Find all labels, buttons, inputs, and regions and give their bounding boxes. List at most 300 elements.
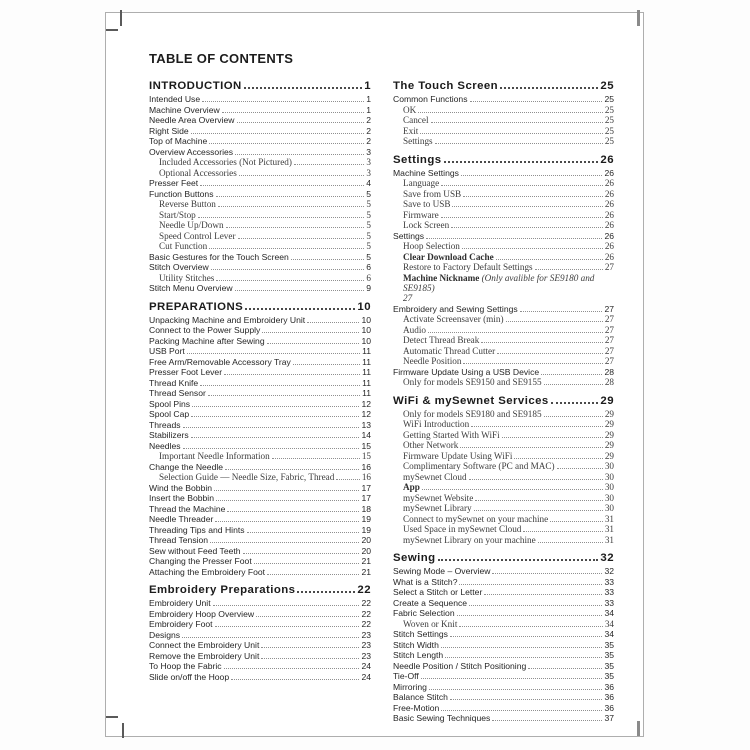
toc-entry-page: 25 bbox=[604, 136, 614, 146]
toc-entry[interactable] bbox=[393, 682, 614, 693]
toc-entry-page: 29 bbox=[604, 429, 614, 440]
dot-leader bbox=[441, 647, 603, 648]
dot-leader bbox=[215, 521, 359, 522]
toc-entry[interactable] bbox=[149, 504, 371, 515]
toc-entry-label: Spool Cap bbox=[149, 409, 190, 419]
dot-leader bbox=[272, 458, 360, 459]
toc-entry-label: Select a Stitch or Letter bbox=[393, 587, 483, 598]
toc-entry[interactable] bbox=[393, 598, 614, 609]
toc-entry[interactable] bbox=[149, 514, 371, 525]
toc-entry-label: Stitch Length bbox=[393, 650, 444, 661]
toc-entry-label-bold: Machine Nickname bbox=[403, 272, 482, 283]
toc-entry[interactable] bbox=[149, 336, 371, 347]
dot-leader bbox=[214, 490, 359, 491]
toc-entry-label: Automatic Thread Cutter bbox=[403, 345, 496, 356]
toc-entry-page: 16 bbox=[361, 472, 371, 482]
toc-entry-page: 14 bbox=[361, 430, 371, 440]
dot-leader bbox=[445, 657, 602, 658]
toc-entry-label: Free-Motion bbox=[393, 702, 440, 713]
toc-entry[interactable] bbox=[393, 619, 614, 630]
toc-section bbox=[393, 552, 614, 724]
toc-section bbox=[149, 301, 371, 578]
toc-entry-label: Slide on/off the Hoop bbox=[149, 671, 230, 682]
toc-entry[interactable] bbox=[149, 472, 371, 483]
toc-entry-label: Reverse Button bbox=[159, 199, 216, 209]
toc-column-left bbox=[149, 80, 371, 724]
toc-entry[interactable] bbox=[149, 462, 371, 473]
toc-entry[interactable] bbox=[149, 168, 371, 179]
toc-entry-label: Hoop Selection bbox=[403, 241, 460, 251]
toc-entry[interactable] bbox=[393, 472, 614, 483]
toc-entry[interactable] bbox=[149, 525, 371, 536]
crop-mark-bottom-left-horizontal bbox=[106, 716, 118, 718]
toc-entry-page: 12 bbox=[361, 409, 371, 419]
toc-section-page: 26 bbox=[600, 153, 614, 166]
toc-section-header[interactable] bbox=[393, 395, 614, 408]
toc-entry-page: 33 bbox=[604, 597, 614, 608]
toc-entry[interactable] bbox=[393, 440, 614, 451]
toc-entry-label: Threads bbox=[149, 419, 181, 430]
toc-entry[interactable] bbox=[149, 651, 371, 662]
dot-leader bbox=[462, 248, 603, 249]
toc-entry[interactable] bbox=[393, 199, 614, 210]
dot-leader bbox=[294, 164, 364, 165]
toc-entry-label: Complimentary Software (PC and MAC) bbox=[403, 461, 555, 472]
dot-leader bbox=[450, 636, 603, 637]
toc-section-header[interactable] bbox=[393, 154, 614, 167]
dot-leader bbox=[210, 542, 359, 543]
toc-entry[interactable] bbox=[393, 629, 614, 640]
dot-leader bbox=[216, 280, 364, 281]
dot-leader bbox=[544, 416, 603, 417]
dot-leader bbox=[520, 311, 603, 312]
toc-entry[interactable] bbox=[393, 524, 614, 535]
toc-entry-page: 24 bbox=[361, 671, 371, 682]
toc-entry[interactable] bbox=[149, 231, 371, 242]
toc-entry-page: 31 bbox=[604, 513, 614, 524]
toc-entry-page: 20 bbox=[361, 535, 371, 545]
toc-entry-label: Embroidery Hoop Overview bbox=[149, 608, 255, 619]
toc-entry-page: 28 bbox=[604, 377, 614, 388]
toc-entry-page: 15 bbox=[361, 440, 371, 451]
toc-entry[interactable] bbox=[149, 262, 371, 273]
toc-entry-page: 22 bbox=[361, 598, 371, 608]
dot-leader bbox=[420, 133, 603, 134]
dot-leader bbox=[506, 321, 603, 322]
toc-entry-page: 18 bbox=[361, 503, 371, 514]
toc-entry-wrapped[interactable] bbox=[393, 273, 614, 304]
toc-entry[interactable] bbox=[393, 220, 614, 231]
toc-entry[interactable] bbox=[393, 94, 614, 105]
toc-entry-page: 30 bbox=[604, 471, 614, 482]
toc-entry-page: 23 bbox=[361, 640, 371, 650]
toc-section bbox=[393, 154, 614, 388]
toc-entry[interactable] bbox=[393, 168, 614, 179]
toc-entry-page: 23 bbox=[361, 650, 371, 661]
toc-entry-page: 27 bbox=[604, 303, 614, 314]
toc-entry-page: 36 bbox=[604, 692, 614, 703]
toc-section-page: 32 bbox=[600, 552, 614, 565]
toc-entry-label: Thread Sensor bbox=[149, 388, 206, 398]
toc-entry[interactable] bbox=[149, 94, 371, 105]
dot-leader bbox=[213, 605, 360, 606]
toc-entry-label: Machine Overview bbox=[149, 104, 220, 115]
toc-entry[interactable] bbox=[393, 451, 614, 462]
toc-section-page: 1 bbox=[364, 80, 371, 92]
toc-entry-page: 29 bbox=[604, 440, 614, 451]
toc-entry-page: 1 bbox=[366, 94, 371, 104]
toc-entry-label: Connect to mySewnet on your machine bbox=[403, 513, 549, 524]
toc-entry-page: 27 bbox=[604, 335, 614, 346]
toc-entry-label: App bbox=[403, 482, 420, 493]
toc-entry-page: 25 bbox=[604, 94, 614, 104]
toc-entry[interactable] bbox=[393, 314, 614, 325]
toc-entry-label: WiFi Introduction bbox=[403, 419, 470, 430]
toc-entry[interactable] bbox=[393, 661, 614, 672]
toc-entry-page: 26 bbox=[604, 188, 614, 199]
toc-entry[interactable] bbox=[393, 136, 614, 147]
toc-entry[interactable] bbox=[393, 105, 614, 116]
toc-entry-page: 11 bbox=[362, 388, 371, 398]
toc-entry[interactable] bbox=[149, 630, 371, 641]
toc-entry-page: 11 bbox=[362, 356, 371, 367]
toc-entry-page: 27 bbox=[604, 314, 614, 325]
toc-entry-label: mySewnet Cloud bbox=[403, 471, 467, 482]
toc-section-page: 29 bbox=[600, 394, 614, 407]
toc-entry-label: Insert the Bobbin bbox=[149, 493, 214, 503]
toc-entry[interactable] bbox=[149, 378, 371, 389]
toc-entry[interactable] bbox=[393, 231, 614, 242]
toc-entry[interactable] bbox=[149, 493, 371, 504]
dot-leader bbox=[538, 542, 603, 543]
toc-entry-page: 26 bbox=[604, 241, 614, 251]
toc-entry[interactable] bbox=[149, 598, 371, 609]
toc-entry[interactable] bbox=[393, 713, 614, 724]
toc-entry-page: 16 bbox=[361, 461, 371, 472]
dot-leader bbox=[514, 458, 602, 459]
toc-entry[interactable] bbox=[149, 315, 371, 326]
toc-entry[interactable] bbox=[393, 241, 614, 252]
toc-entry[interactable] bbox=[149, 399, 371, 410]
toc-entry[interactable] bbox=[149, 451, 371, 462]
dot-leader bbox=[497, 353, 603, 354]
dot-leader bbox=[469, 479, 603, 480]
toc-entry-label: OK bbox=[403, 104, 417, 115]
toc-entry[interactable] bbox=[149, 283, 371, 294]
toc-entry[interactable] bbox=[393, 461, 614, 472]
crop-mark-top-left-horizontal bbox=[106, 29, 118, 31]
dot-leader bbox=[215, 626, 360, 627]
toc-entry-label: Connect the Embroidery Unit bbox=[149, 640, 260, 650]
toc-entry-page: 5 bbox=[366, 199, 371, 209]
dot-leader bbox=[216, 500, 359, 501]
toc-entry-label: Change the Needle bbox=[149, 461, 224, 472]
toc-entry[interactable] bbox=[393, 577, 614, 588]
toc-entry[interactable] bbox=[393, 304, 614, 315]
toc-entry[interactable] bbox=[393, 377, 614, 388]
toc-entry[interactable] bbox=[393, 640, 614, 651]
toc-entry[interactable] bbox=[393, 346, 614, 357]
toc-entry-label: Designs bbox=[149, 629, 181, 640]
toc-entry-page: 5 bbox=[366, 251, 371, 262]
dot-leader bbox=[535, 269, 603, 270]
toc-entry[interactable] bbox=[149, 346, 371, 357]
dot-leader bbox=[418, 112, 603, 113]
toc-entry-label: Getting Started With WiFi bbox=[403, 429, 500, 440]
toc-entry[interactable] bbox=[149, 325, 371, 336]
toc-entry[interactable] bbox=[149, 420, 371, 431]
toc-entry-label: Stitch Menu Overview bbox=[149, 283, 233, 293]
dot-leader bbox=[239, 175, 365, 176]
toc-entry-label: Start/Stop bbox=[159, 209, 196, 220]
toc-entry[interactable] bbox=[149, 367, 371, 378]
dot-leader bbox=[463, 363, 602, 364]
toc-entry[interactable] bbox=[149, 640, 371, 651]
toc-entry-page: 37 bbox=[604, 713, 614, 724]
toc-entry[interactable] bbox=[393, 650, 614, 661]
toc-section-header[interactable] bbox=[393, 552, 614, 565]
toc-entry-label: mySewnet Library bbox=[403, 503, 472, 514]
toc-section-title: INTRODUCTION bbox=[149, 80, 242, 92]
toc-entry-page: 29 bbox=[604, 408, 614, 419]
dot-leader bbox=[227, 511, 359, 512]
dot-leader bbox=[267, 343, 360, 344]
toc-section-title: Sewing bbox=[393, 552, 436, 565]
toc-entry-page: 30 bbox=[604, 482, 614, 493]
dot-leader bbox=[261, 647, 359, 648]
dot-leader bbox=[267, 574, 359, 575]
toc-entry[interactable] bbox=[149, 199, 371, 210]
dot-leader bbox=[459, 584, 602, 585]
toc-entry[interactable] bbox=[393, 126, 614, 137]
toc-section-header[interactable] bbox=[149, 584, 371, 597]
toc-entry-label: Settings bbox=[393, 230, 425, 241]
toc-entry[interactable] bbox=[149, 147, 371, 158]
toc-entry[interactable] bbox=[393, 703, 614, 714]
toc-entry-label: Embroidery and Sewing Settings bbox=[393, 303, 518, 314]
toc-entry-label: Free Arm/Removable Accessory Tray bbox=[149, 356, 291, 367]
toc-entry[interactable] bbox=[393, 482, 614, 493]
toc-entry[interactable] bbox=[393, 493, 614, 504]
toc-entry-label: Basic Gestures for the Touch Screen bbox=[149, 251, 289, 262]
toc-entry[interactable] bbox=[149, 441, 371, 452]
toc-entry[interactable] bbox=[149, 136, 371, 147]
toc-entry[interactable] bbox=[149, 388, 371, 399]
toc-columns bbox=[149, 80, 614, 724]
dot-leader bbox=[551, 402, 599, 404]
toc-entry[interactable] bbox=[393, 430, 614, 441]
toc-entry[interactable] bbox=[393, 262, 614, 273]
toc-entry-page: 29 bbox=[604, 450, 614, 461]
dot-leader bbox=[291, 259, 364, 260]
toc-entry[interactable] bbox=[149, 556, 371, 567]
toc-entry[interactable] bbox=[149, 178, 371, 189]
dot-leader bbox=[441, 185, 603, 186]
toc-entry-page: 33 bbox=[604, 576, 614, 587]
toc-entry[interactable] bbox=[149, 357, 371, 368]
toc-entry-page: 5 bbox=[366, 241, 371, 251]
toc-entry[interactable] bbox=[149, 535, 371, 546]
toc-entry[interactable] bbox=[149, 609, 371, 620]
toc-entry[interactable] bbox=[149, 672, 371, 683]
toc-entry[interactable] bbox=[393, 419, 614, 430]
dot-leader bbox=[470, 101, 603, 102]
dot-leader bbox=[244, 87, 362, 89]
toc-entry[interactable] bbox=[149, 105, 371, 116]
page-title: TABLE OF CONTENTS bbox=[149, 51, 294, 66]
toc-entry[interactable] bbox=[149, 430, 371, 441]
toc-entry[interactable] bbox=[149, 546, 371, 557]
toc-entry-page: 26 bbox=[604, 209, 614, 220]
dot-leader bbox=[429, 689, 603, 690]
toc-entry-label: Included Accessories (Not Pictured) bbox=[159, 157, 292, 167]
toc-entry-page: 35 bbox=[604, 639, 614, 650]
toc-entry[interactable] bbox=[149, 567, 371, 578]
toc-entry-page: 26 bbox=[604, 220, 614, 230]
toc-entry[interactable] bbox=[393, 587, 614, 598]
toc-entry-page: 11 bbox=[362, 367, 371, 377]
toc-entry[interactable] bbox=[393, 335, 614, 346]
dot-leader bbox=[243, 553, 360, 554]
toc-entry[interactable] bbox=[393, 367, 614, 378]
toc-entry-label: Intended Use bbox=[149, 94, 201, 104]
dot-leader bbox=[457, 615, 603, 616]
dot-leader bbox=[459, 626, 602, 627]
toc-entry-label: Used Space in mySewnet Cloud bbox=[403, 524, 522, 535]
toc-entry[interactable] bbox=[393, 356, 614, 367]
toc-entry-page: 17 bbox=[361, 482, 371, 493]
toc-entry[interactable] bbox=[393, 178, 614, 189]
dot-leader bbox=[463, 196, 603, 197]
toc-entry[interactable] bbox=[393, 252, 614, 263]
toc-entry-page: 27 bbox=[604, 345, 614, 356]
toc-entry[interactable] bbox=[149, 273, 371, 284]
toc-entry[interactable] bbox=[393, 325, 614, 336]
dot-leader bbox=[254, 563, 360, 564]
toc-entry-label: Stitch Width bbox=[393, 639, 439, 650]
dot-leader bbox=[441, 710, 602, 711]
toc-entry[interactable] bbox=[149, 252, 371, 263]
toc-entry-page: 10 bbox=[361, 335, 371, 346]
toc-entry-label: Presser Feet bbox=[149, 178, 199, 188]
dot-leader bbox=[471, 426, 603, 427]
toc-entry-label: Mirroring bbox=[393, 681, 427, 692]
toc-entry[interactable] bbox=[393, 692, 614, 703]
toc-entry-page: 22 bbox=[361, 608, 371, 619]
toc-entry-page: 35 bbox=[604, 650, 614, 661]
toc-entry[interactable] bbox=[393, 115, 614, 126]
dot-leader bbox=[224, 374, 360, 375]
dot-leader bbox=[500, 87, 598, 89]
toc-entry-label: Sew without Feed Teeth bbox=[149, 545, 241, 556]
toc-section-header[interactable] bbox=[393, 80, 614, 93]
toc-entry-page: 35 bbox=[604, 660, 614, 671]
toc-entry[interactable] bbox=[393, 409, 614, 420]
toc-entry-page: 1 bbox=[366, 104, 371, 115]
dot-leader bbox=[182, 637, 359, 638]
toc-entry-label: Presser Foot Lever bbox=[149, 367, 223, 377]
toc-entry-label: Save from USB bbox=[403, 188, 462, 199]
toc-section-header[interactable] bbox=[149, 301, 371, 314]
toc-entry-label: Language bbox=[403, 178, 440, 188]
dot-leader bbox=[183, 448, 360, 449]
toc-entry-page: 31 bbox=[604, 524, 614, 535]
toc-entry[interactable] bbox=[149, 619, 371, 630]
toc-entry-page: 20 bbox=[361, 545, 371, 556]
dot-leader bbox=[496, 259, 603, 260]
toc-entry[interactable] bbox=[393, 608, 614, 619]
toc-entry[interactable] bbox=[149, 241, 371, 252]
toc-entry-page: 26 bbox=[604, 199, 614, 209]
dot-leader bbox=[461, 175, 603, 176]
toc-entry[interactable] bbox=[149, 157, 371, 168]
toc-entry-page: 6 bbox=[366, 262, 371, 272]
toc-entry[interactable] bbox=[149, 661, 371, 672]
toc-entry[interactable] bbox=[149, 483, 371, 494]
toc-entry[interactable] bbox=[149, 220, 371, 231]
toc-entry[interactable] bbox=[149, 189, 371, 200]
toc-entry-label: Settings bbox=[403, 136, 433, 146]
toc-entry-page: 34 bbox=[604, 608, 614, 619]
dot-leader bbox=[438, 559, 599, 561]
toc-entry[interactable] bbox=[393, 503, 614, 514]
dot-leader bbox=[209, 248, 364, 249]
dot-leader bbox=[502, 437, 603, 438]
toc-entry-label: Woven or Knit bbox=[403, 618, 458, 629]
toc-entry-label: To Hoop the Fabric bbox=[149, 661, 222, 671]
toc-entry-label: Unpacking Machine and Embroidery Unit bbox=[149, 314, 306, 325]
toc-entry-label: What is a Stitch? bbox=[393, 576, 458, 587]
toc-entry-label: Basic Sewing Techniques bbox=[393, 713, 491, 724]
dot-leader bbox=[452, 206, 602, 207]
dot-leader bbox=[492, 573, 602, 574]
toc-entry[interactable] bbox=[393, 189, 614, 200]
toc-entry-label: Activate Screensaver (min) bbox=[403, 314, 504, 325]
dot-leader bbox=[422, 489, 603, 490]
toc-entry-page: 15 bbox=[361, 451, 371, 461]
toc-entry[interactable] bbox=[149, 210, 371, 221]
toc-entry-page: 30 bbox=[604, 492, 614, 503]
toc-section-title: The Touch Screen bbox=[393, 80, 499, 92]
toc-entry[interactable] bbox=[393, 210, 614, 221]
toc-entry-label: Spool Pins bbox=[149, 398, 191, 409]
dot-leader bbox=[460, 447, 602, 448]
toc-entry[interactable] bbox=[149, 126, 371, 137]
toc-section-header[interactable] bbox=[149, 80, 371, 93]
toc-entry[interactable] bbox=[149, 409, 371, 420]
toc-entry[interactable] bbox=[393, 535, 614, 546]
toc-entry-label: Only for models SE9150 and SE9155 bbox=[403, 377, 542, 388]
toc-entry-label: Top of Machine bbox=[149, 136, 208, 146]
toc-entry[interactable] bbox=[393, 566, 614, 577]
toc-entry-page: 32 bbox=[604, 566, 614, 577]
toc-entry[interactable] bbox=[393, 514, 614, 525]
toc-entry-label: Changing the Presser Foot bbox=[149, 556, 252, 566]
toc-entry[interactable] bbox=[393, 671, 614, 682]
toc-entry-label: Stitch Settings bbox=[393, 629, 448, 640]
dot-leader bbox=[235, 290, 365, 291]
toc-entry-page: 28 bbox=[604, 366, 614, 377]
crop-mark-bottom-left-vertical bbox=[122, 723, 124, 738]
dot-leader bbox=[261, 658, 359, 659]
dot-leader bbox=[187, 353, 360, 354]
toc-entry-page: 5 bbox=[366, 188, 371, 199]
toc-entry-label: Audio bbox=[403, 324, 426, 335]
toc-entry-page: 27 bbox=[604, 356, 614, 367]
toc-entry-page: 34 bbox=[604, 629, 614, 640]
toc-entry[interactable] bbox=[149, 115, 371, 126]
dot-leader bbox=[307, 322, 359, 323]
